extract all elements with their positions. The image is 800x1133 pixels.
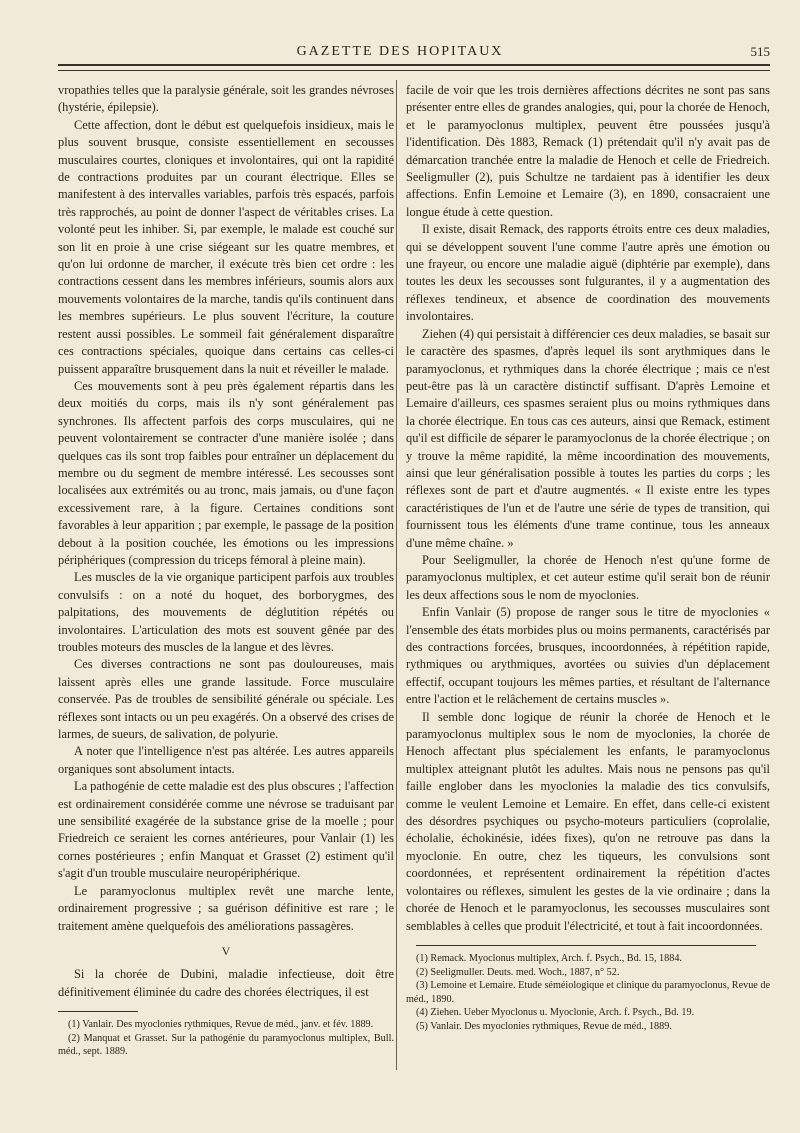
paragraph: Pour Seeligmuller, la chorée de Henoch n'est qu'une forme de paramyoclonus multiplex, et cet auteur estime qu'il serait bon de réunir les deux affections sous le nom de myoclonies. <box>406 552 770 602</box>
paragraph: Enfin Vanlair (5) propose de ranger sous le titre de myoclonies « l'ensemble des états morbides plus ou moins permanents, caractérisés par des contractions forcées, brusques, incoordonnées, à répétition rapide, rythmiques ou arythmiques, avortées ou suivies d'un déplacement effectif, occupant toujours les mêmes parties, et résultant de l'alternance entre l'action et le relâchement de certains muscles ». <box>406 605 770 707</box>
publication-title: GAZETTE DES HOPITAUX <box>296 44 504 59</box>
header-rule-thick <box>58 64 770 66</box>
paragraph: Le paramyoclonus multiplex revêt une marche lente, ordinairement progressive ; sa guérison définitive est rare ; le traitement amène quelquefois des améliorations passagères. <box>58 883 394 933</box>
paragraph: Ziehen (4) qui persistait à différencier ces deux maladies, se basait sur le caractère des spasmes, d'après lequel ils sont arythmiques dans le paramyoclonus, et rythmiques dans la chorée électrique ; mais ce n'est peut-être pas là un caractère distinctif suffisant. D'après Lemoine et Lemaire d'ailleurs, ces spasmes seraient plus ou moins rythmiques dans la chorée électrique. En tous cas ces auteurs, ainsi que Remack, estiment qu'il est difficile de séparer le paramyoclonus de la chorée électrique ; on y trouve la même rapidité, la même incoordination des mouvements, ainsi que leur généralisation possible à toutes les parties du corps ; les réflexes sont de part et d'autre augmentés. « Il existe entre les types caractéristiques de l'un et de l'autre une série de types de transition, qui fournissent tous les éléments d'une trame continue, tous les anneaux d'une même chaîne. » <box>406 326 770 550</box>
page-number: 515 <box>750 44 770 59</box>
paragraph: A noter que l'intelligence n'est pas altérée. Les autres appareils organiques sont absolument intacts. <box>58 744 394 776</box>
paragraph: Les muscles de la vie organique participent parfois aux troubles convulsifs : on a noté du hoquet, des borborygmes, des palpitations, des mouvements de déglutition répétés ou involontaires. L'articulation des mots est souvent gênée par des troubles moteurs des muscles de la langue et des lèvres. <box>58 570 394 654</box>
paragraph: Cette affection, dont le début est quelquefois insidieux, mais le plus souvent brusque, consiste essentiellement en secousses musculaires courtes, cloniques et involontaires, qui ont la rapidité de contractions produites par un courant électrique. Elles se manifestent à des intervalles variables, parfois très espacés, parfois très rapprochés, au point de donner l'aspect de véritables crises. La volonté peut les inhiber. Si, par exemple, le malade est couché sur son lit en proie à une crise siégeant sur les quatre membres, et qu'on lui ordonne de marcher, il exécute très bien cet ordre : les contractions cessent dans les membres inférieurs, soumis alors aux mouvements volontaires de la marche, tandis qu'ils continuent dans les membres supérieurs. Le plus souvent l'écriture, la couture restent aussi possibles. Le sommeil fait généralement disparaître ces contractions spéciales, quoique dans certains cas celles-ci puissent apparaître brusquement dans la nuit et réveiller le malade. <box>58 117 394 376</box>
paragraph: facile de voir que les trois dernières affections décrites ne sont pas sans présenter entre elles de grandes analogies, qui, pour la chorée de Henoch, et le paramyoclonus multiplex, peuvent être poussées jusqu'à l'identification. Dès 1883, Remack (1) prétendait qu'il n'y avait pas de démarcation tranchée entre la maladie de Henoch et celle de Friedreich. Seeligmuller (2), puis Schultze ne tardaient pas à identifier les deux affections. Enfin Lemoine et Lemaire (3), en 1890, consacraient une longue étude à cette question. <box>406 83 770 219</box>
footnote: (4) Ziehen. Ueber Myoclonus u. Myoclonie, Arch. f. Psych., Bd. 19. <box>416 1007 695 1019</box>
footnote: (1) Vanlair. Des myoclonies rythmiques, Revue de méd., janv. et fév. 1889. <box>68 1019 374 1031</box>
column-divider <box>396 80 397 1070</box>
footnote: (3) Lemoine et Lemaire. Etude séméiologique et clinique du paramyoclonus, Revue de méd., 1890. <box>406 980 770 1005</box>
paragraph: Il semble donc logique de réunir la chorée de Henoch et le paramyoclonus multiplex sous le nom de myoclonies, la chorée de Henoch affectant plus spécialement les enfants, le paramyoclonus multiplex atteignant plutôt les adultes. Mais nous ne pensons pas qu'il faille englober dans les myoclonies la maladie des tics convulsifs, comme le veulent Lemoine et Lemaire. En effet, dans celle-ci existent des désordres psychiques ou psycho-moteurs particuliers (coprolalie, écholalie, échokinésie, idées fixes), qu'on ne retrouve pas dans la myoclonie. En outre, chez les tiqueurs, les convulsions sont coordonnées, et représentent ordinairement la répétition d'actes volontaires ou réflexes, simulent les gestes de la vie ordinaire ; dans la chorée de Henoch et le paramyoclonus, les secousses musculaires sont semblables à celles que produit l'électricité, et tout à fait incoordonnées. <box>406 709 770 933</box>
paragraph: Si la chorée de Dubini, maladie infectieuse, doit être définitivement éliminée du cadre des chorées électriques, il est <box>58 967 394 999</box>
footnote: (5) Vanlair. Des myoclonies rythmiques, Revue de méd., 1889. <box>416 1020 672 1032</box>
paragraph: Il existe, disait Remack, des rapports étroits entre ces deux maladies, qui se développent souvent l'une comme l'autre après une émotion ou une frayeur, ou encore une maladie aiguë (diphtérie par exemple), dans toutes les deux les secousses sont fulgurantes, il y a augmentation des réflexes tendineux, et absence de coordination des mouvements involontaires. <box>406 222 770 324</box>
paragraph: Ces diverses contractions ne sont pas douloureuses, mais laissent après elles une grande lassitude. Force musculaire conservée. Pas de troubles de sensibilité générale ou spéciale. Les réflexes sont intacts ou un peu exagérés. On a observé des crises de larmes, de sueurs, de salivation, de polyurie. <box>58 657 394 742</box>
footnotes-left <box>58 1018 394 1059</box>
footnote: (1) Remack. Myoclonus multiplex, Arch. f. Psych., Bd. 15, 1884. <box>416 952 682 964</box>
paragraph: La pathogénie de cette maladie est des plus obscures ; l'affection est ordinairement considérée comme une névrose se traduisant par une sensibilité exagérée de la substance grise de la moelle ; pour Friedreich ce seraient les cornes antérieures, pour Vanlair (1) les cornes postérieures ; enfin Manquat et Grasset (2) estiment qu'il s'agit d'un trouble musculaire neuropériphérique. <box>58 779 394 881</box>
footnote: (2) Seeligmuller. Deuts. med. Woch., 1887, n° 52. <box>416 966 620 978</box>
footnotes-right <box>406 952 770 1034</box>
header-rule-thin <box>58 70 770 71</box>
left-column <box>58 82 394 1059</box>
paragraph: vropathies telles que la paralysie générale, soit les grandes névroses (hystérie, épilepsie). <box>58 83 394 115</box>
paragraph: Ces mouvements sont à peu près également répartis dans les deux moitiés du corps, mais ils n'y sont généralement pas synchrones. Ils affectent parfois des corps musculaires, qui ne peuvent volontairement se contracter d'une manière isolée ; dans quelques cas ils sont trop faibles pour entraîner un déplacement du membre ou du segment de membre intéressé. Les secousses sont localisées aux extrémités ou au tronc, mais jamais, ou d'une façon excessivement rare, à la figure. Certaines conditions sont favorables à leur apparition ; par exemple, le passage de la position debout à la position couchée, les émotions ou les impressions périphériques (compression du triceps fémoral à pleine main). <box>58 378 394 567</box>
right-column <box>406 82 770 1033</box>
section-number: V <box>221 943 231 958</box>
footnote-rule <box>58 1011 138 1012</box>
footnote: (2) Manquat et Grasset. Sur la pathogénie du paramyoclonus multiplex, Bull. méd., sept. 1889. <box>58 1032 394 1058</box>
footnote-rule <box>416 945 756 946</box>
